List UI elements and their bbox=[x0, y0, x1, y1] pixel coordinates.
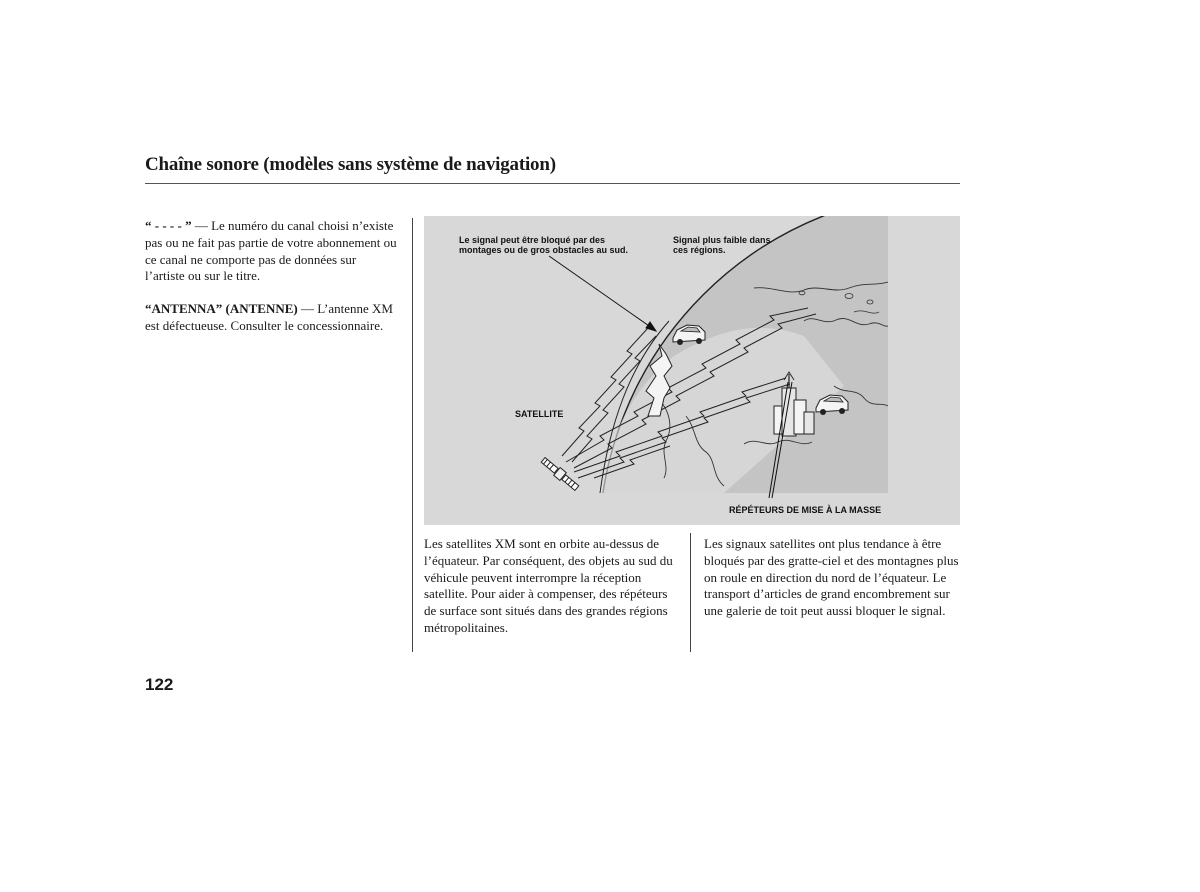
label-blocked-signal bbox=[459, 235, 628, 255]
middle-column-text: Les satellites XM sont en orbite au-dessus de l’équateur. Par conséquent, des objets au sud du véhicule peuvent interrompre la réception satellite. Pour aider à compenser, des répéteurs de surface sont situés dans des grandes régions métropolitaines. bbox=[424, 536, 673, 635]
column-divider-left bbox=[412, 218, 413, 652]
label-repeaters: RÉPÉTEURS DE MISE À LA MASSE bbox=[729, 505, 882, 515]
label-line: ces régions. bbox=[673, 245, 726, 255]
desc-antenna: L’antenne XM est défectueuse. Consulter le concessionnaire. bbox=[145, 301, 393, 333]
left-column bbox=[145, 218, 397, 351]
column-divider-right bbox=[690, 533, 691, 652]
satellite bbox=[540, 456, 580, 492]
label-weaker-signal bbox=[673, 235, 771, 255]
satellite-diagram bbox=[424, 216, 960, 525]
label-satellite: SATELLITE bbox=[515, 409, 564, 419]
label-line: Signal plus faible dans bbox=[673, 235, 771, 245]
title-rule bbox=[145, 183, 960, 184]
label-line: montages ou de gros obstacles au sud. bbox=[459, 245, 629, 255]
term-antenna: “ANTENNA” (ANTENNE) bbox=[145, 301, 298, 317]
page-number: 122 bbox=[145, 675, 174, 694]
status-item-antenna bbox=[145, 301, 397, 335]
status-item-no-channel bbox=[145, 218, 397, 285]
em-dash: — bbox=[191, 218, 212, 233]
page-title: Chaîne sonore (modèles sans système de navigation) bbox=[145, 154, 556, 175]
em-dash: — bbox=[297, 301, 318, 317]
label-line: Le signal peut être bloqué par des bbox=[459, 235, 606, 245]
desc-no-channel: Le numéro du canal choisi n’existe pas ou ne fait pas partie de votre abonnement ou ce canal ne comporte pas de données sur l’artiste ou sur le titre. bbox=[145, 218, 397, 284]
term-no-channel: “ - - - - ” bbox=[145, 218, 192, 233]
right-column-text: Les signaux satellites ont plus tendance à être bloqués par des gratte-ciel et des montagnes plus on roule en direction du nord de l’équateur. Le transport d’articles de grand encombrement sur une galerie de toit peut aussi bloquer le signal. bbox=[704, 536, 959, 619]
satellite-illustration bbox=[424, 216, 960, 525]
